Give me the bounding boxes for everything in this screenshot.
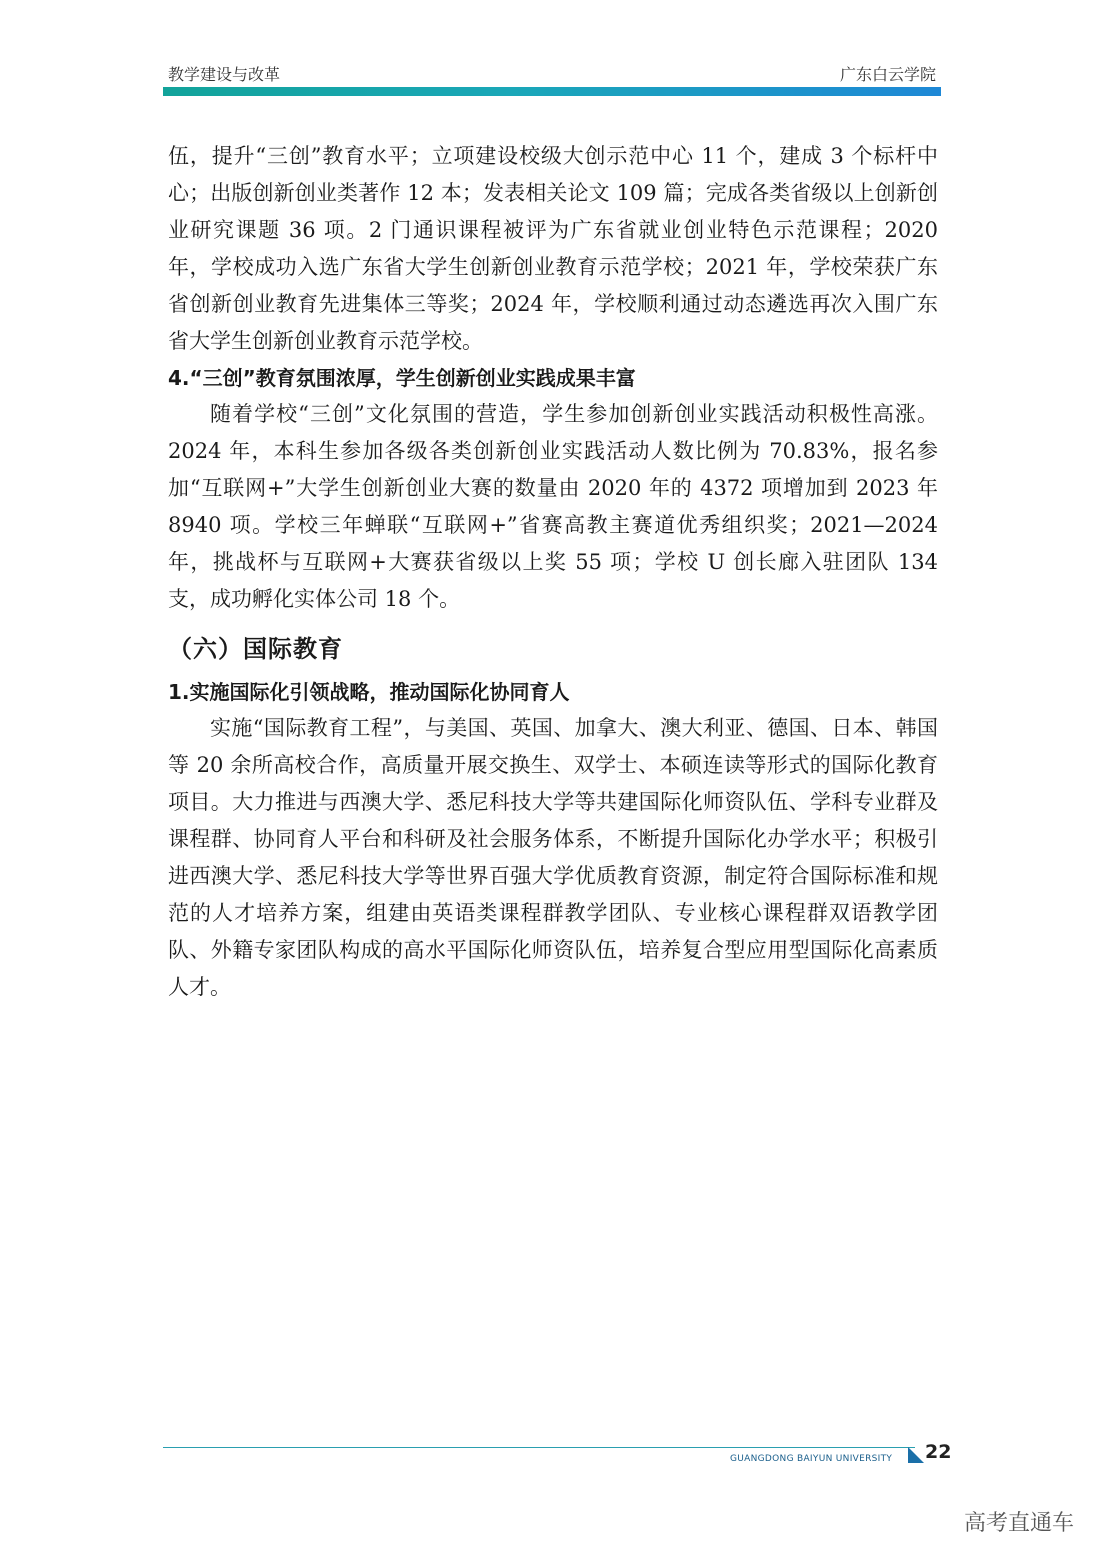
watermark: 高考直通车 (963, 1511, 1074, 1536)
paragraph-innovation-achievements: 伍，提升“三创”教育水平；立项建设校级大创示范中心 11 个，建成 3 个标杆中心；出版创新创业类著作 12 本；发表相关论文 109 篇；完成各类省级以上创新创业研究课题 36 项。2 门通识课程被评为广东省就业创业特色示范课程；2020 年，学校成功入选广东省大学生创新创业教育示范学校；2021 年，学校荣获广东省创新创业教育先进集体三等奖；2024 年，学校顺利通过动态遴选再次入围广东省大学生创新创业教育示范学校。 (168, 144, 938, 353)
header-gradient-bar (163, 87, 941, 96)
footer-triangle-icon (908, 1447, 924, 1463)
page-number: 22 (925, 1441, 952, 1463)
header-university-name: 广东白云学院 (839, 65, 936, 84)
paragraph-international-programs: 实施“国际教育工程”，与美国、英国、加拿大、澳大利亚、德国、日本、韩国等 20 余所高校合作，高质量开展交换生、双学士、本硕连读等形式的国际化教育项目。大力推进与西澳大学、悉尼科技大学等共建国际化师资队伍、学科专业群及课程群、协同育人平台和科研及社会服务体系，不断提升国际化办学水平；积极引进西澳大学、悉尼科技大学等世界百强大学优质教育资源，制定符合国际标准和规范的人才培养方案，组建由英语类课程群教学团队、专业核心课程群双语教学团队、外籍专家团队构成的高水平国际化师资队伍，培养复合型应用型国际化高素质人才。 (168, 716, 938, 999)
subheading-sanchuang-atmosphere: 4.“三创”教育氛围浓厚，学生创新创业实践成果丰富 (168, 366, 636, 390)
section-heading-international-education: （六）国际教育 (168, 635, 343, 663)
paragraph-student-practice: 随着学校“三创”文化氛围的营造，学生参加创新创业实践活动积极性高涨。2024 年，本科生参加各级各类创新创业实践活动人数比例为 70.83%，报名参加“互联网+”大学生创新创业大赛的数量由 2020 年的 4372 项增加到 2023 年 8940 项。学校三年蝉联“互联网+”省赛高教主赛道优秀组织奖；2021—2024 年，挑战杯与互联网+大赛获省级以上奖 55 项；学校 U 创长廊入驻团队 134 支，成功孵化实体公司 18 个。 (168, 402, 938, 611)
header-section-title: 教学建设与改革 (168, 65, 281, 84)
subheading-internationalization-strategy: 1.实施国际化引领战略，推动国际化协同育人 (168, 680, 570, 704)
page-content (168, 138, 938, 1006)
footer-line (163, 1447, 915, 1448)
footer-university-en: GUANGDONG BAIYUN UNIVERSITY (730, 1454, 893, 1464)
